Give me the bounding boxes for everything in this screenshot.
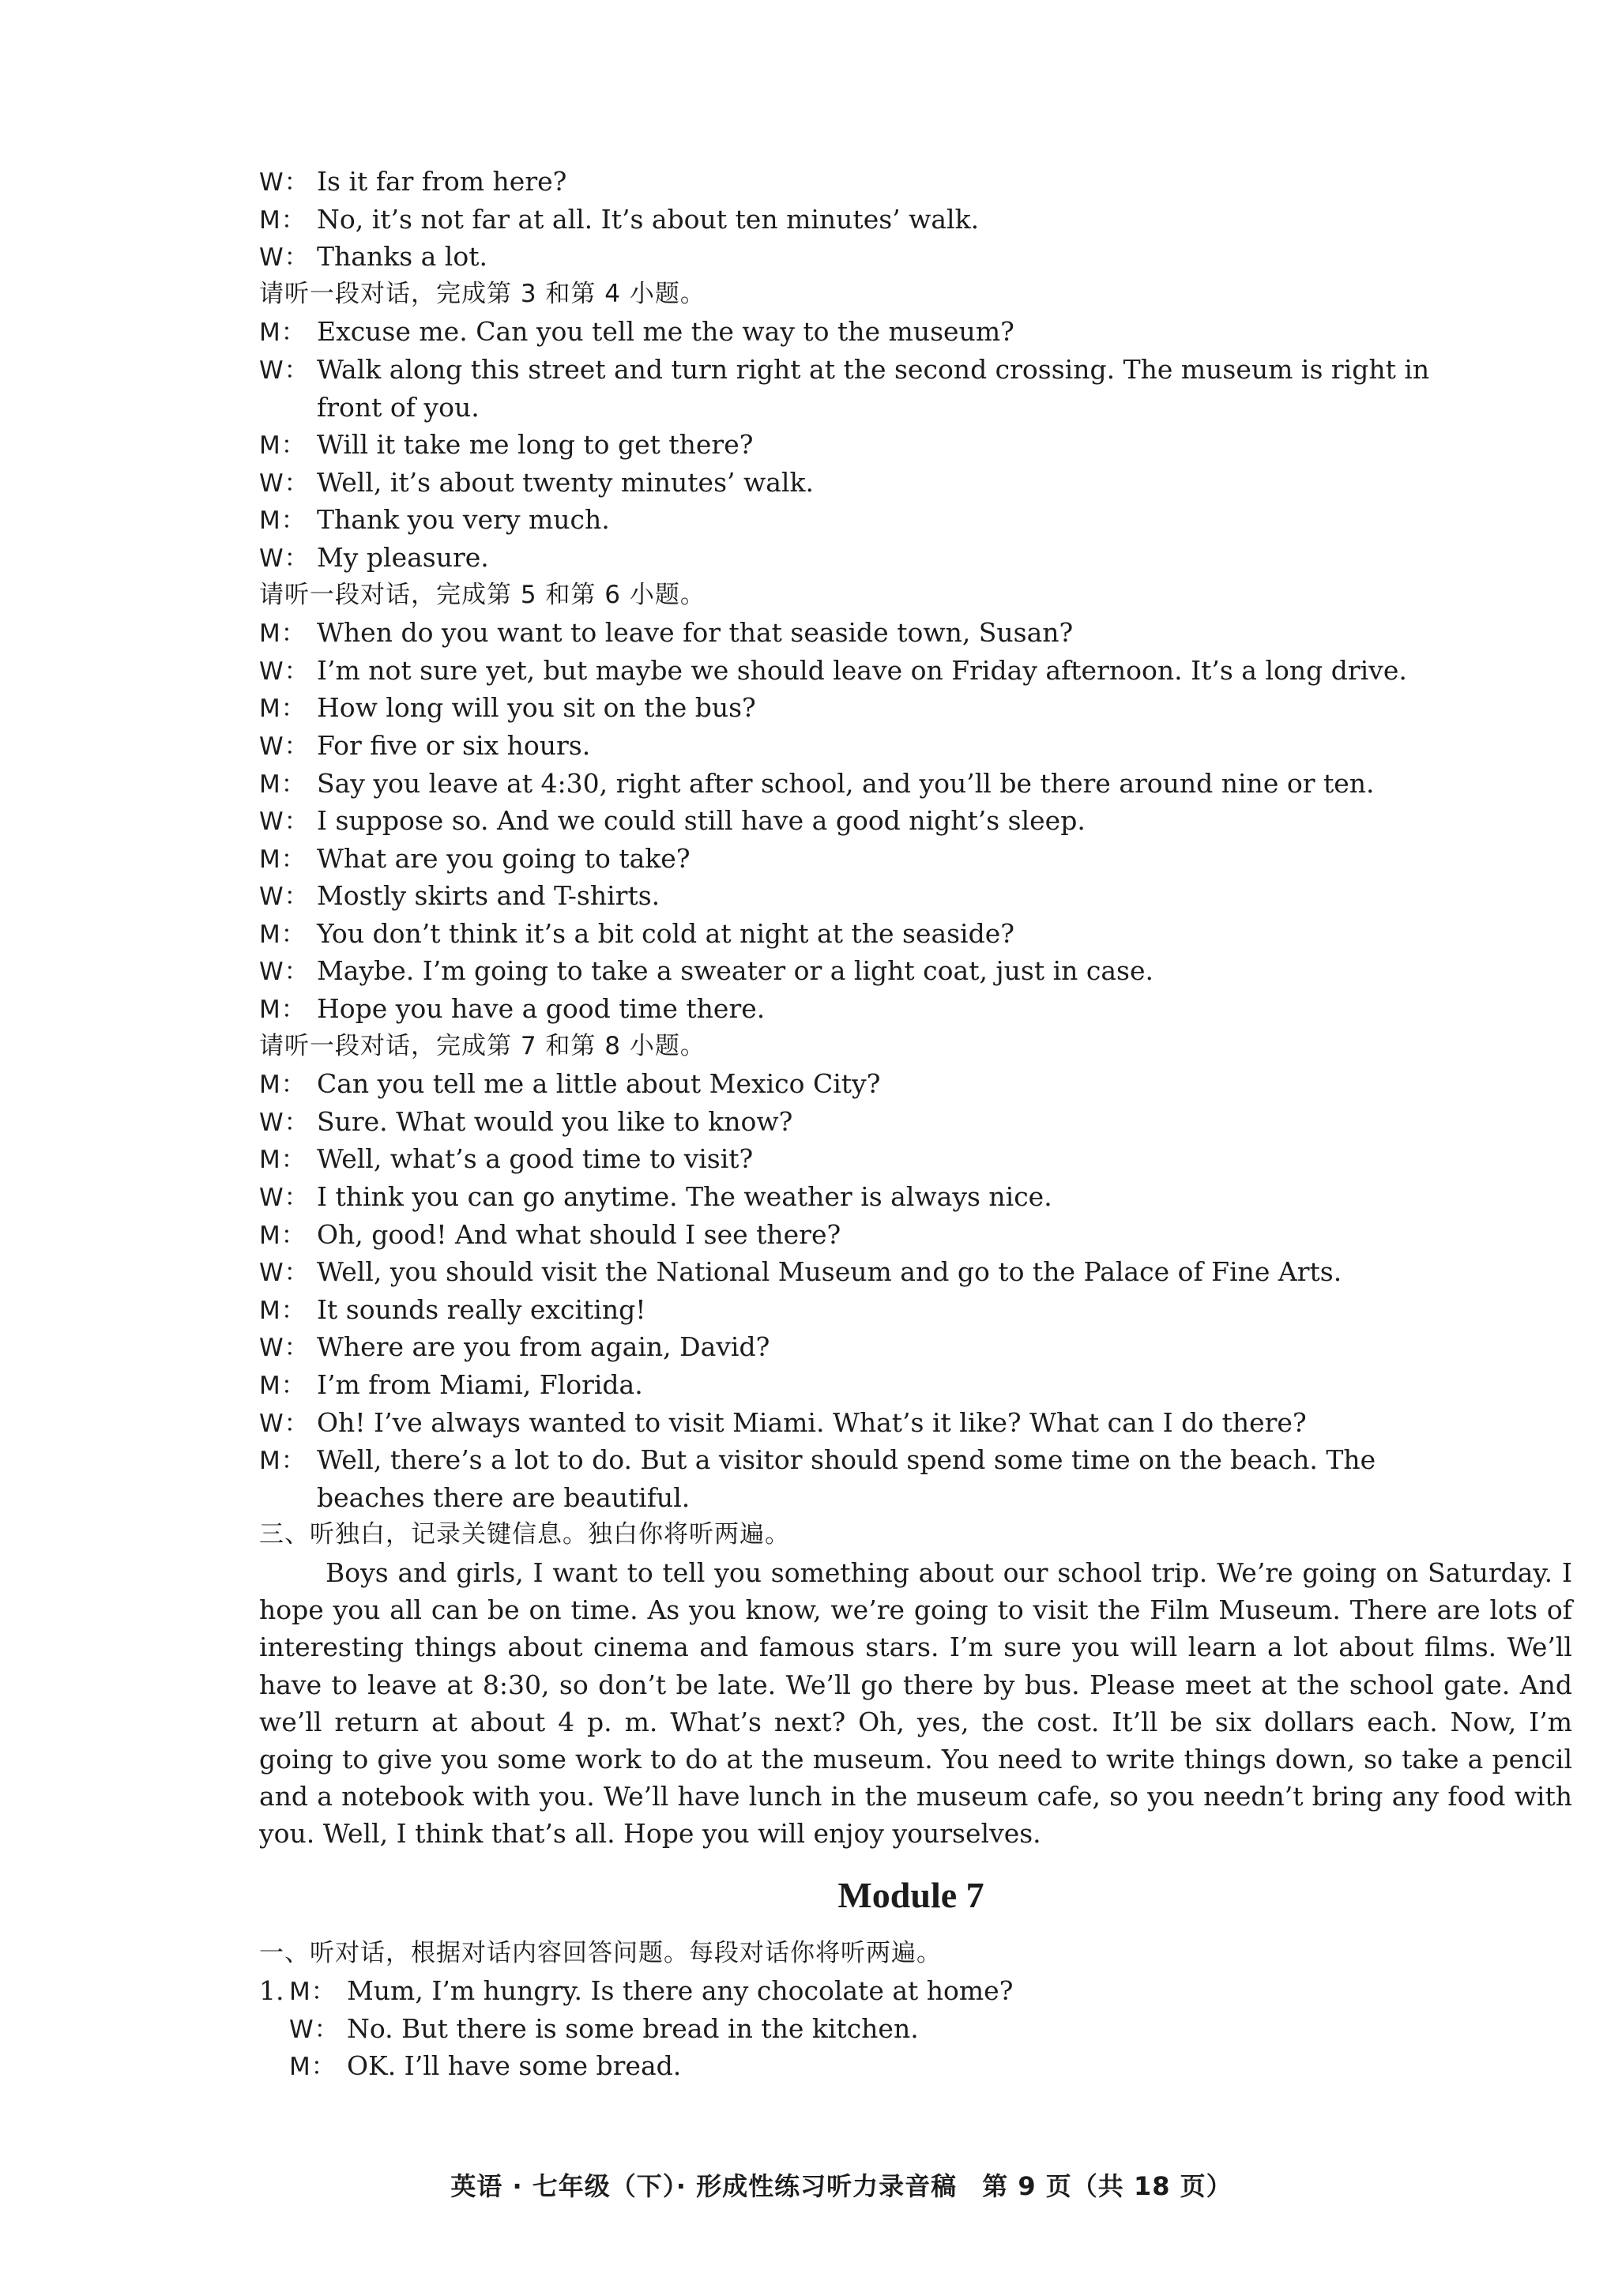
dialogue-text: My pleasure. bbox=[317, 541, 489, 573]
speaker-label: M： bbox=[259, 1221, 307, 1250]
dialogue-text: Sure. What would you like to know? bbox=[317, 1105, 793, 1137]
dialogue-text: Thank you very much. bbox=[317, 504, 610, 536]
dialogue-line bbox=[259, 351, 1607, 389]
speaker-label: M： bbox=[259, 1372, 307, 1400]
dialogue-line bbox=[259, 464, 1607, 502]
dialogue-line bbox=[259, 539, 1607, 577]
dialogue-line bbox=[259, 1140, 1607, 1178]
dialogue-text: Where are you from again, David? bbox=[317, 1331, 770, 1363]
dialogue-text: I’m not sure yet, but maybe we should leave on Friday afternoon. It’s a long drive. bbox=[317, 654, 1407, 686]
dialogue-line bbox=[259, 689, 1607, 727]
dialogue-line bbox=[259, 1366, 1607, 1404]
speaker-label: W： bbox=[259, 1334, 310, 1363]
module-title: Module 7 bbox=[837, 1874, 984, 1915]
module7-section1-title: 一、听对话，根据对话内容回答问题。每段对话你将听两遍。 bbox=[259, 1938, 942, 1967]
dialogue-line bbox=[259, 990, 1607, 1028]
speaker-label: W： bbox=[259, 243, 310, 273]
speaker-label: W： bbox=[259, 883, 310, 912]
speaker-label: W： bbox=[259, 732, 310, 761]
section-3-title: 三、听独白，记录关键信息。独白你将听两遍。 bbox=[259, 1520, 790, 1549]
dialogue-text: For five or six hours. bbox=[317, 729, 591, 761]
instruction-5-6: 请听一段对话，完成第 5 和第 6 小题。 bbox=[259, 580, 706, 609]
speaker-label: W： bbox=[259, 168, 310, 197]
speaker-label: W： bbox=[259, 544, 310, 573]
speaker-label: M： bbox=[259, 1447, 307, 1476]
dialogue-text: Mostly skirts and T-shirts. bbox=[317, 880, 660, 912]
dialogue-line bbox=[259, 765, 1607, 803]
question-number: 1. bbox=[259, 1975, 284, 2007]
dialogue-line bbox=[259, 1441, 1607, 1479]
speaker-label: W： bbox=[259, 1108, 310, 1137]
dialogue-line bbox=[259, 501, 1607, 539]
speaker-label: W： bbox=[259, 657, 310, 686]
dialogue-line bbox=[259, 1328, 1607, 1366]
dialogue-line-continuation: front of you. bbox=[317, 391, 480, 423]
speaker-label: M： bbox=[259, 920, 307, 949]
speaker-label: M： bbox=[259, 694, 307, 724]
dialogue-line bbox=[259, 238, 1607, 276]
dialogue-text: You don’t think it’s a bit cold at night at the seaside? bbox=[317, 917, 1014, 949]
dialogue-text: Excuse me. Can you tell me the way to the museum? bbox=[317, 316, 1014, 348]
instruction-7-8: 请听一段对话，完成第 7 和第 8 小题。 bbox=[259, 1031, 706, 1060]
question-dialogue-line bbox=[259, 2047, 1607, 2085]
footer-page-number: 第 9 页（共 18 页） bbox=[982, 2171, 1233, 2201]
dialogue-line bbox=[259, 915, 1607, 953]
speaker-label: M： bbox=[259, 1146, 307, 1175]
dialogue-text: I’m from Miami, Florida. bbox=[317, 1369, 643, 1400]
speaker-label: W： bbox=[259, 807, 310, 837]
dialogue-text: Oh, good! And what should I see there? bbox=[317, 1218, 841, 1250]
dialogue-text: I suppose so. And we could still have a good night’s sleep. bbox=[317, 805, 1086, 837]
speaker-label: W： bbox=[259, 958, 310, 987]
speaker-label: W： bbox=[259, 356, 310, 385]
dialogue-line bbox=[259, 614, 1607, 652]
speaker-label: M： bbox=[259, 845, 307, 874]
dialogue-block-2 bbox=[0, 313, 1607, 576]
dialogue-block-4 bbox=[0, 1065, 1607, 1516]
dialogue-line bbox=[259, 1216, 1607, 1254]
page-footer bbox=[0, 2166, 1607, 2203]
dialogue-line bbox=[259, 1291, 1607, 1329]
dialogue-block-1 bbox=[0, 163, 1607, 276]
dialogue-text: Will it take me long to get there? bbox=[317, 429, 754, 461]
dialogue-text: Oh! I’ve always wanted to visit Miami. What’s it like? What can I do there? bbox=[317, 1406, 1307, 1438]
dialogue-line bbox=[259, 952, 1607, 990]
dialogue-text: Well, you should visit the National Museum and go to the Palace of Fine Arts. bbox=[317, 1256, 1342, 1288]
dialogue-line bbox=[259, 1103, 1607, 1141]
footer-subject: 英语 · 七年级（下）· 形成性练习听力录音稿 bbox=[450, 2171, 958, 2201]
dialogue-line bbox=[259, 652, 1607, 690]
dialogue-line bbox=[259, 313, 1607, 351]
dialogue-line bbox=[259, 1404, 1607, 1442]
dialogue-text: Thanks a lot. bbox=[317, 241, 487, 273]
question-dialogue-line bbox=[259, 1972, 1607, 2010]
dialogue-text: Mum, I’m hungry. Is there any chocolate at home? bbox=[347, 1975, 1014, 2007]
speaker-label: W： bbox=[259, 1259, 310, 1288]
dialogue-line bbox=[259, 426, 1607, 464]
speaker-label: M： bbox=[259, 770, 307, 799]
dialogue-line bbox=[259, 201, 1607, 239]
dialogue-text: It sounds really exciting! bbox=[317, 1293, 646, 1325]
dialogue-line bbox=[259, 877, 1607, 915]
monologue-paragraph bbox=[259, 1554, 1572, 1853]
speaker-label: M： bbox=[259, 1071, 307, 1100]
speaker-label: M： bbox=[259, 318, 307, 348]
dialogue-line bbox=[259, 802, 1607, 840]
speaker-label: M： bbox=[259, 506, 307, 536]
dialogue-text: How long will you sit on the bus? bbox=[317, 692, 756, 724]
dialogue-text: No. But there is some bread in the kitchen. bbox=[347, 2012, 919, 2044]
dialogue-text: OK. I’ll have some bread. bbox=[347, 2050, 682, 2082]
speaker-label: W： bbox=[259, 1184, 310, 1213]
speaker-label: M： bbox=[289, 1978, 337, 2007]
dialogue-line bbox=[259, 1178, 1607, 1216]
instruction-3-4: 请听一段对话，完成第 3 和第 4 小题。 bbox=[259, 279, 706, 308]
dialogue-text: Walk along this street and turn right at the second crossing. The museum is right in bbox=[317, 353, 1430, 385]
speaker-label: M： bbox=[259, 1296, 307, 1325]
dialogue-text: Can you tell me a little about Mexico City? bbox=[317, 1068, 881, 1100]
dialogue-text: What are you going to take? bbox=[317, 842, 691, 874]
question-1 bbox=[0, 1972, 1607, 2085]
speaker-label: M： bbox=[259, 996, 307, 1025]
speaker-label: M： bbox=[259, 431, 307, 461]
question-dialogue-line bbox=[259, 2010, 1607, 2048]
speaker-label: W： bbox=[259, 469, 310, 498]
dialogue-text: Well, it’s about twenty minutes’ walk. bbox=[317, 466, 814, 498]
speaker-label: M： bbox=[289, 2053, 337, 2082]
dialogue-line bbox=[259, 1065, 1607, 1103]
dialogue-text: Well, there’s a lot to do. But a visitor should spend some time on the beach. The bbox=[317, 1444, 1376, 1476]
dialogue-text: When do you want to leave for that seaside town, Susan? bbox=[317, 617, 1074, 649]
dialogue-text: No, it’s not far at all. It’s about ten minutes’ walk. bbox=[317, 203, 980, 235]
dialogue-block-3 bbox=[0, 614, 1607, 1028]
speaker-label: M： bbox=[259, 205, 307, 235]
dialogue-text: Well, what’s a good time to visit? bbox=[317, 1143, 754, 1175]
dialogue-line bbox=[259, 163, 1607, 201]
dialogue-text: I think you can go anytime. The weather is always nice. bbox=[317, 1181, 1052, 1213]
speaker-label: M： bbox=[259, 619, 307, 649]
dialogue-line bbox=[259, 840, 1607, 878]
dialogue-text: Is it far from here? bbox=[317, 166, 567, 197]
dialogue-text: Maybe. I’m going to take a sweater or a light coat, just in case. bbox=[317, 955, 1154, 987]
dialogue-line bbox=[259, 1253, 1607, 1291]
dialogue-line bbox=[259, 727, 1607, 765]
monologue-text: Boys and girls, I want to tell you something about our school trip. We’re going on Saturday. I hope you all can be on time. As you know, we’re going to visit the Film Museum. There are lots of interesting things about cinema and famous stars. I’m sure you will learn a lot about films. We’ll have to leave at 8:30, so don’t be late. We’ll go there by bus. Please meet at the school gate. And we’ll return at about 4 p. m. What’s next? Oh, yes, the cost. It’ll be six dollars each. Now, I’m going to give you some work to do at the museum. You need to write things down, so take a pencil and a notebook with you. We’ll have lunch in the museum cafe, so you needn’t bring any food with you. Well, I think that’s all. Hope you will enjoy yourselves. bbox=[259, 1556, 1572, 1850]
dialogue-text: Hope you have a good time there. bbox=[317, 993, 766, 1025]
dialogue-line-continuation: beaches there are beautiful. bbox=[317, 1481, 691, 1513]
speaker-label: W： bbox=[259, 1409, 310, 1438]
speaker-label: W： bbox=[289, 2015, 340, 2044]
dialogue-text: Say you leave at 4:30, right after school, and you’ll be there around nine or ten. bbox=[317, 767, 1375, 799]
